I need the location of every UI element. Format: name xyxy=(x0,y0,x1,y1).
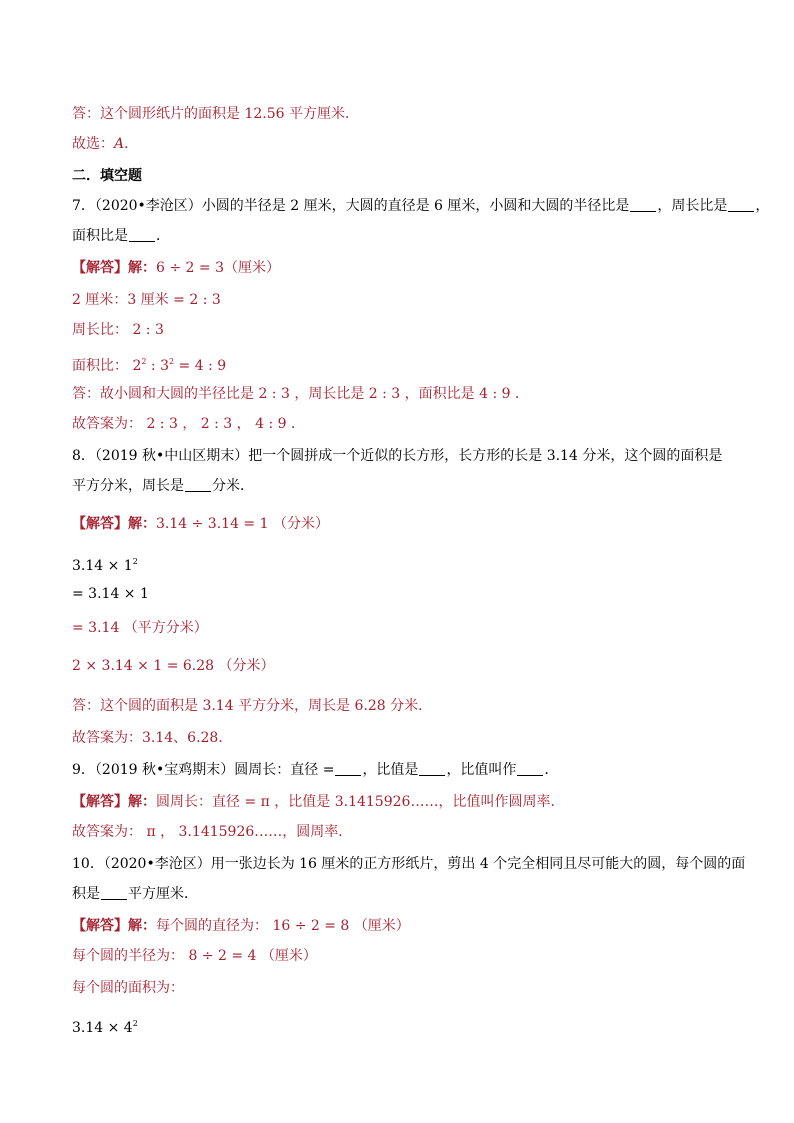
answer-10-line-1 xyxy=(72,916,410,936)
answer-10-line-2: 每个圆的半径为： 8 ÷ 2 = 4 （厘米） xyxy=(72,948,317,964)
solution-value: 3.14、6.28 xyxy=(142,730,219,746)
q8-text-c: 分米． xyxy=(212,478,254,494)
answer-8-line-5: 2 × 3.14 × 1 = 6.28 （分米） xyxy=(72,658,275,674)
q7-text-e: ． xyxy=(156,228,170,244)
answer-7-line-4 xyxy=(72,352,226,376)
q10-text-b: 积是 xyxy=(72,886,100,902)
answer-value: 12.56 xyxy=(244,106,285,122)
answer-7-line-1 xyxy=(72,258,280,278)
question-7-line-1 xyxy=(72,196,769,216)
exponent: 2 xyxy=(132,1019,138,1028)
answer-unit: 平方厘米． xyxy=(284,106,359,122)
exponent: 2 xyxy=(141,357,147,366)
section-heading: 二．填空题 xyxy=(72,168,142,184)
answer-8-line-7 xyxy=(72,728,232,748)
q9-text-c: ，比值叫作 xyxy=(446,762,517,778)
solution-value: 3.14 xyxy=(202,698,234,714)
solution-text: 平方分米，周长是 xyxy=(233,698,355,714)
blank-field xyxy=(335,761,361,776)
solution-step: ：3 厘米 = 2 : 3 xyxy=(113,292,221,308)
answer-9-line-1 xyxy=(72,792,564,812)
answer-8-line-6 xyxy=(72,696,432,716)
choice-label: 故选： xyxy=(72,136,114,152)
answer-7-line-3: 周长比： 2 : 3 xyxy=(72,322,164,338)
solution-tag: 【解答】解： xyxy=(72,516,156,532)
question-8-line-2 xyxy=(72,476,254,496)
answer-8-line-3: = 3.14 × 1 xyxy=(72,586,149,602)
solution-text: ． xyxy=(218,730,233,746)
choice-line xyxy=(72,134,138,154)
solution-step: 每个圆的直径为： 16 ÷ 2 = 8 （厘米） xyxy=(156,918,410,934)
q9-text-d: ． xyxy=(544,762,559,778)
choice-letter: A xyxy=(114,136,125,152)
answer-9-line-2: 故答案为： π ， 3.1415926……，圆周率． xyxy=(72,824,353,840)
solution-step: 3.14 ÷ 3.14 = 1 （分米） xyxy=(156,516,329,532)
solution-step: 6 ÷ 2 = 3（厘米） xyxy=(156,260,280,276)
q9-text-b: ，比值是 xyxy=(362,762,419,778)
q9-text-a: 9．（2019 秋•宝鸡期末）圆周长：直径 = xyxy=(72,762,335,778)
blank-field xyxy=(419,761,445,776)
blank-field xyxy=(630,197,656,212)
blank-field xyxy=(185,477,211,492)
blank-field xyxy=(101,885,127,900)
answer-8-line-1 xyxy=(72,514,329,534)
q10-text-c: 平方厘米． xyxy=(128,886,198,902)
q7-text-b: ，周长比是 xyxy=(657,198,728,214)
blank-field xyxy=(728,197,754,212)
exponent: 2 xyxy=(132,557,138,566)
question-10-line-1: 10．（2020•李沧区）用一张边长为 16 厘米的正方形纸片，剪出 4 个完全相同且尽可能大的圆，每个圆的面 xyxy=(72,856,746,872)
answer-text: 答：这个圆形纸片的面积是 xyxy=(72,106,245,122)
q8-text-b: 平方分米，周长是 xyxy=(72,478,184,494)
answer-8-line-2 xyxy=(72,552,138,576)
solution-step: : 3 xyxy=(146,358,169,374)
answer-7-line-6: 故答案为： 2 : 3 ， 2 : 3 ， 4 : 9 ． xyxy=(72,416,305,432)
blank-field xyxy=(517,761,543,776)
question-8-line-1: 8．（2019 秋•中山区期末）把一个圆拼成一个近似的长方形，长方形的长是 3.14 分米，这个圆的面积是 xyxy=(72,448,723,464)
q7-text-c: ， xyxy=(755,198,770,214)
solution-value: 6.28 xyxy=(354,698,386,714)
answer-10-line-3: 每个圆的面积为： xyxy=(72,980,184,996)
solution-step: 3.14 × 1 xyxy=(72,558,133,574)
solution-tag: 【解答】解： xyxy=(72,918,156,934)
blank-field xyxy=(129,227,155,242)
solution-text: 故答案为： xyxy=(72,730,142,746)
q7-text-d: 面积比是 xyxy=(72,228,128,244)
q7-text-a: 7．（2020•李沧区）小圆的半径是 2 厘米，大圆的直径是 6 厘米，小圆和大圆的半径比是 xyxy=(72,198,630,214)
solution-step: 2 厘米 xyxy=(72,292,114,308)
choice-end: ． xyxy=(124,136,139,152)
answer-7-line-5: 答：故小圆和大圆的半径比是 2 : 3 ，周长比是 2 : 3 ，面积比是 4 : 9 ． xyxy=(72,386,529,402)
question-9-line-1 xyxy=(72,760,558,780)
solution-tag: 【解答】解： xyxy=(72,794,156,810)
solution-step: 3.14 × 4 xyxy=(72,1020,133,1036)
solution-text: 答：这个圆的面积是 xyxy=(72,698,203,714)
solution-step: 面积比： 2 xyxy=(72,358,142,374)
exponent: 2 xyxy=(168,357,175,366)
solution-tag: 【解答】解： xyxy=(72,260,156,276)
question-10-line-2 xyxy=(72,884,198,904)
solution-step: 圆周长：直径 = π ，比值是 3.1415926……，比值叫作圆周率． xyxy=(156,794,565,810)
solution-text: 分米． xyxy=(385,698,433,714)
answer-line-area xyxy=(72,104,359,124)
solution-step: = 4 : 9 xyxy=(174,358,227,374)
question-7-line-2 xyxy=(72,226,170,246)
answer-10-line-4 xyxy=(72,1014,138,1038)
answer-8-line-4: = 3.14 （平方分米） xyxy=(72,620,208,636)
answer-7-line-2 xyxy=(72,290,221,310)
